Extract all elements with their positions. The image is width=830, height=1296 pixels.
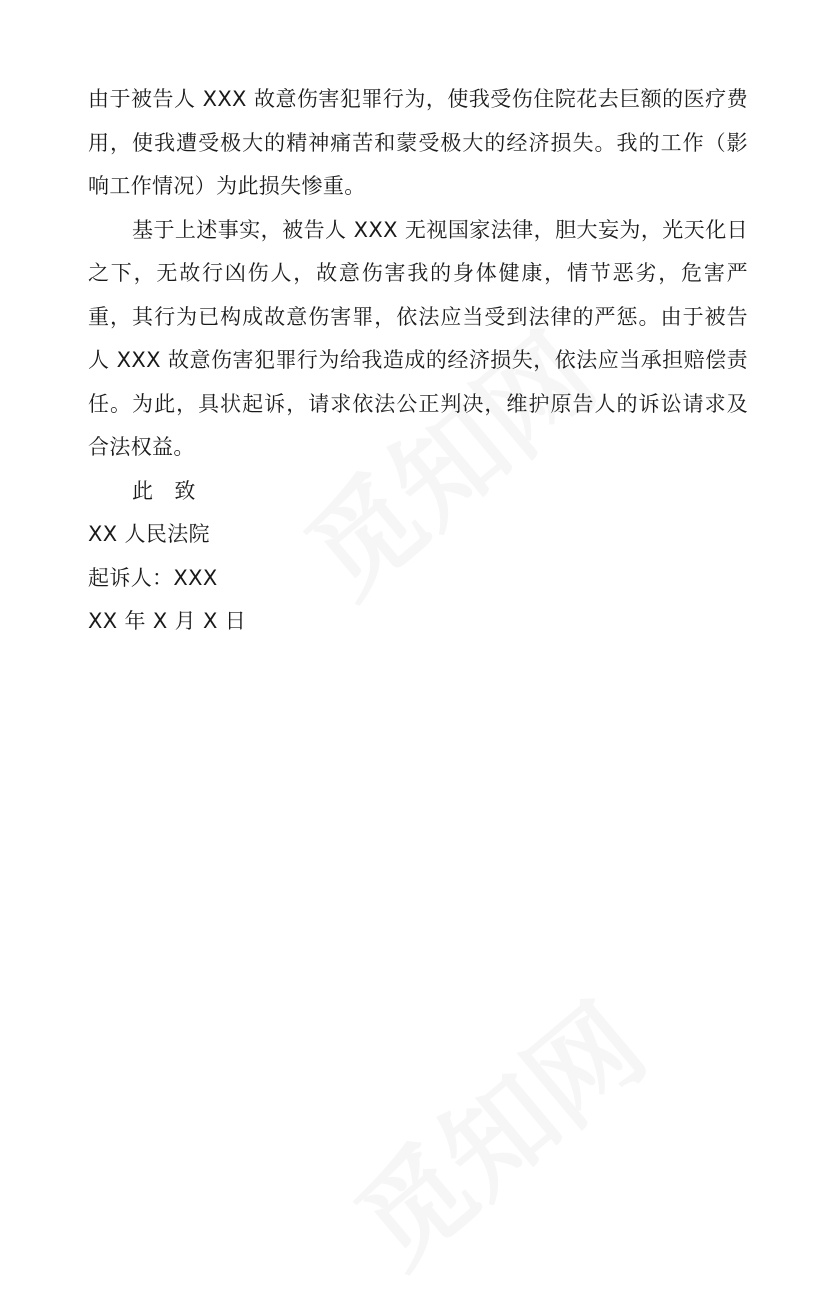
watermark xyxy=(318,962,672,1295)
document-body xyxy=(88,78,748,644)
court-name: XX 人民法院 xyxy=(88,522,210,546)
salutation-left: 此 xyxy=(132,478,154,503)
document-date: XX 年 X 月 X 日 xyxy=(88,609,247,633)
salutation xyxy=(88,470,748,514)
paragraph-damages: 由于被告人 XXX 故意伤害犯罪行为，使我受伤住院花去巨额的医疗费用，使我遭受极大的精神痛苦和蒙受极大的经济损失。我的工作（影响工作情况）为此损失惨重。 xyxy=(88,87,748,198)
salutation-right: 致 xyxy=(174,478,196,503)
paragraph-claim: 基于上述事实，被告人 XXX 无视国家法律，胆大妄为，光天化日之下，无故行凶伤人，故意伤害我的身体健康，情节恶劣，危害严重，其行为已构成故意伤害罪，依法应当受到法律的严惩。由于被告人 XXX 故意伤害犯罪行为给我造成的经济损失，依法应当承担赔偿责任。为此，具状起诉，请求依法公正判决，维护原告人的诉讼请求及合法权益。 xyxy=(88,217,748,459)
plaintiff-signature: 起诉人：XXX xyxy=(88,565,218,590)
